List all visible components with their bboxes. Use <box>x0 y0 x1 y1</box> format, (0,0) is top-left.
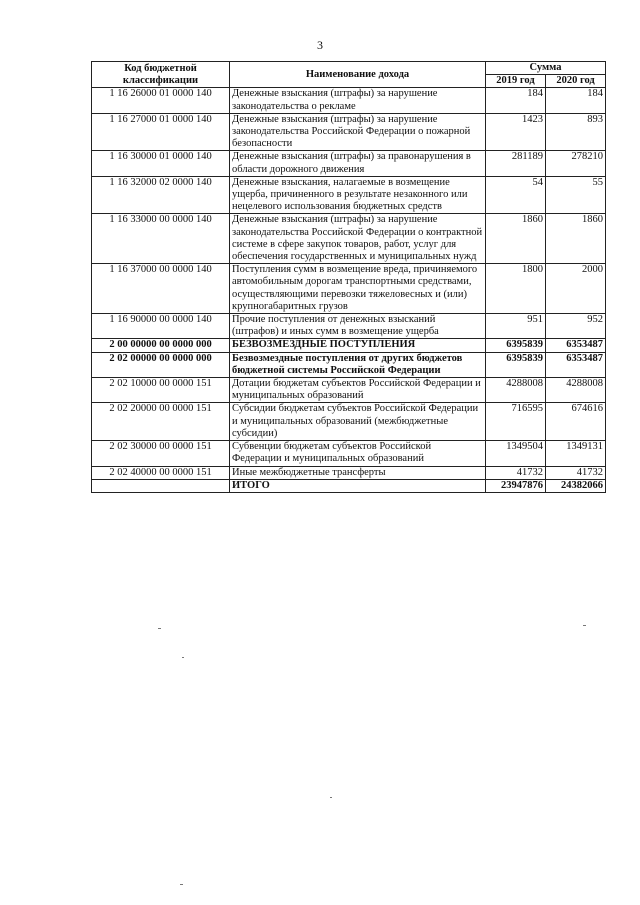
code-cell: 2 02 20000 00 0000 151 <box>92 403 230 441</box>
name-cell: Прочие поступления от денежных взысканий (штрафов) и иных сумм в возмещение ущерба <box>230 314 486 339</box>
name-cell: Денежные взыскания, налагаемые в возмещение ущерба, причиненного в результате незаконного или нецелевого использования бюджетных средств <box>230 176 486 214</box>
scan-speck <box>182 657 184 658</box>
value-2019-cell: 6395839 <box>486 339 546 352</box>
name-cell: Денежные взыскания (штрафы) за нарушение законодательства о рекламе <box>230 88 486 113</box>
value-2020-cell: 674616 <box>546 403 606 441</box>
code-cell: 2 00 00000 00 0000 000 <box>92 339 230 352</box>
code-cell: 1 16 90000 00 0000 140 <box>92 314 230 339</box>
value-2020-cell: 184 <box>546 88 606 113</box>
name-cell: Денежные взыскания (штрафы) за правонарушения в области дорожного движения <box>230 151 486 176</box>
code-cell: 1 16 37000 00 0000 140 <box>92 264 230 314</box>
name-cell: Денежные взыскания (штрафы) за нарушение законодательства Российской Федерации о пожарной безопасности <box>230 113 486 151</box>
value-2019-cell: 54 <box>486 176 546 214</box>
code-cell: 1 16 27000 01 0000 140 <box>92 113 230 151</box>
value-2020-cell: 41732 <box>546 466 606 479</box>
name-cell: ИТОГО <box>230 479 486 492</box>
code-cell: 1 16 32000 02 0000 140 <box>92 176 230 214</box>
scan-speck <box>158 628 161 629</box>
value-2019-cell: 184 <box>486 88 546 113</box>
value-2019-cell: 4288008 <box>486 378 546 403</box>
scan-speck <box>180 884 183 885</box>
scan-speck <box>330 797 332 798</box>
value-2020-cell: 278210 <box>546 151 606 176</box>
header-sum: Сумма <box>486 62 606 75</box>
name-cell: Дотации бюджетам субъектов Российской Федерации и муниципальных образований <box>230 378 486 403</box>
name-cell: Безвозмездные поступления от других бюджетов бюджетной системы Российской Федерации <box>230 352 486 377</box>
code-cell: 2 02 10000 00 0000 151 <box>92 378 230 403</box>
code-cell <box>92 479 230 492</box>
table-row <box>92 441 606 466</box>
name-cell: Поступления сумм в возмещение вреда, причиняемого автомобильным дорогам транспортными средствами, осуществляющими перевозки тяжеловесных и (или) крупногабаритных грузов <box>230 264 486 314</box>
table-row <box>92 339 606 352</box>
value-2020-cell: 6353487 <box>546 339 606 352</box>
name-cell: Иные межбюджетные трансферты <box>230 466 486 479</box>
table-row <box>92 151 606 176</box>
value-2019-cell: 281189 <box>486 151 546 176</box>
table-header <box>92 62 606 88</box>
table-body <box>92 88 606 493</box>
value-2020-cell: 55 <box>546 176 606 214</box>
table-row <box>92 314 606 339</box>
value-2020-cell: 6353487 <box>546 352 606 377</box>
scan-speck <box>583 625 586 626</box>
table-row <box>92 88 606 113</box>
header-year-2019: 2019 год <box>486 75 546 88</box>
value-2020-cell: 1860 <box>546 214 606 264</box>
code-cell: 2 02 30000 00 0000 151 <box>92 441 230 466</box>
table-row <box>92 352 606 377</box>
table-row <box>92 479 606 492</box>
value-2019-cell: 1800 <box>486 264 546 314</box>
name-cell: Субвенции бюджетам субъектов Российской Федерации и муниципальных образований <box>230 441 486 466</box>
header-code: Код бюджетной классификации <box>92 62 230 88</box>
header-year-2020: 2020 год <box>546 75 606 88</box>
code-cell: 1 16 26000 01 0000 140 <box>92 88 230 113</box>
value-2020-cell: 24382066 <box>546 479 606 492</box>
value-2020-cell: 893 <box>546 113 606 151</box>
value-2019-cell: 6395839 <box>486 352 546 377</box>
name-cell: БЕЗВОЗМЕЗДНЫЕ ПОСТУПЛЕНИЯ <box>230 339 486 352</box>
value-2020-cell: 952 <box>546 314 606 339</box>
value-2020-cell: 2000 <box>546 264 606 314</box>
code-cell: 2 02 40000 00 0000 151 <box>92 466 230 479</box>
value-2019-cell: 41732 <box>486 466 546 479</box>
table-row <box>92 403 606 441</box>
revenue-table <box>91 61 606 493</box>
value-2019-cell: 716595 <box>486 403 546 441</box>
value-2019-cell: 1860 <box>486 214 546 264</box>
value-2019-cell: 1349504 <box>486 441 546 466</box>
value-2019-cell: 23947876 <box>486 479 546 492</box>
table-row <box>92 113 606 151</box>
code-cell: 1 16 33000 00 0000 140 <box>92 214 230 264</box>
table-row <box>92 466 606 479</box>
code-cell: 1 16 30000 01 0000 140 <box>92 151 230 176</box>
table-row <box>92 264 606 314</box>
value-2019-cell: 951 <box>486 314 546 339</box>
table-row <box>92 176 606 214</box>
page-number: 3 <box>317 38 323 52</box>
table-row <box>92 214 606 264</box>
name-cell: Субсидии бюджетам субъектов Российской Федерации и муниципальных образований (межбюджетные субсидии) <box>230 403 486 441</box>
value-2020-cell: 1349131 <box>546 441 606 466</box>
header-name: Наименование дохода <box>230 62 486 88</box>
table-row <box>92 378 606 403</box>
code-cell: 2 02 00000 00 0000 000 <box>92 352 230 377</box>
value-2020-cell: 4288008 <box>546 378 606 403</box>
name-cell: Денежные взыскания (штрафы) за нарушение законодательства Российской Федерации о контрактной системе в сфере закупок товаров, работ, услуг для обеспечения государственных и муниципальных нужд <box>230 214 486 264</box>
value-2019-cell: 1423 <box>486 113 546 151</box>
